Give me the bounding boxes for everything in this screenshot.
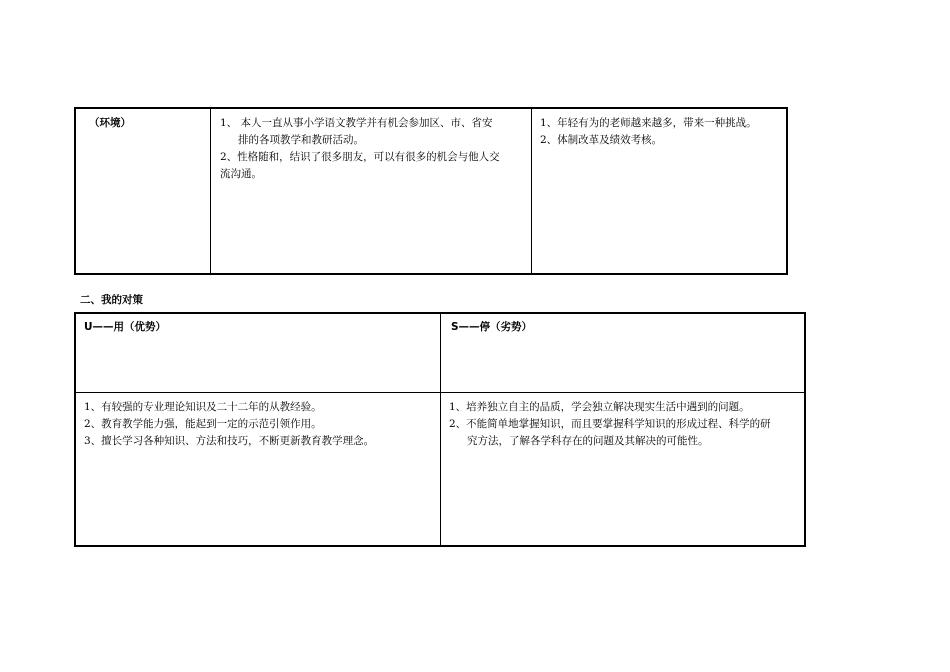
opportunity-line: 流沟通。 — [220, 168, 262, 180]
weaknesses-cell — [441, 393, 804, 545]
strategy-table — [74, 312, 806, 547]
strength-line: 1、有较强的专业理论知识及二十二年的从教经验。 — [84, 401, 322, 413]
section-title: 二、我的对策 — [80, 294, 143, 306]
strengths-header: U——用（优势） — [84, 321, 167, 333]
opportunity-line: 排的各项教学和教研活动。 — [238, 134, 364, 146]
environment-label: （环境） — [89, 117, 131, 129]
weakness-line: 究方法，了解各学科存在的问题及其解决的可能性。 — [467, 435, 709, 447]
strength-line: 2、教育教学能力强，能起到一定的示范引领作用。 — [84, 418, 322, 430]
strengths-header-cell — [76, 314, 441, 393]
strengths-cell — [76, 393, 441, 545]
environment-table — [74, 107, 788, 275]
opportunity-line: 1、 本人一直从事小学语文教学并有机会参加区、市、省安 — [220, 117, 493, 129]
threat-line: 1、年轻有为的老师越来越多，带来一种挑战。 — [540, 117, 757, 129]
threats-cell — [532, 109, 786, 273]
environment-label-cell — [76, 109, 211, 273]
strength-line: 3、擅长学习各种知识、方法和技巧，不断更新教育教学理念。 — [84, 435, 375, 447]
opportunities-cell — [211, 109, 532, 273]
weaknesses-header-cell — [441, 314, 804, 393]
opportunity-line: 2、性格随和，结识了很多朋友，可以有很多的机会与他人交 — [220, 151, 500, 163]
threat-line: 2、体制改革及绩效考核。 — [540, 134, 663, 146]
weaknesses-header: S——停（劣势） — [451, 321, 533, 333]
weakness-line: 1、培养独立自主的品质，学会独立解决现实生活中遇到的问题。 — [449, 401, 750, 413]
weakness-line: 2、不能简单地掌握知识，而且要掌握科学知识的形成过程、科学的研 — [449, 418, 771, 430]
